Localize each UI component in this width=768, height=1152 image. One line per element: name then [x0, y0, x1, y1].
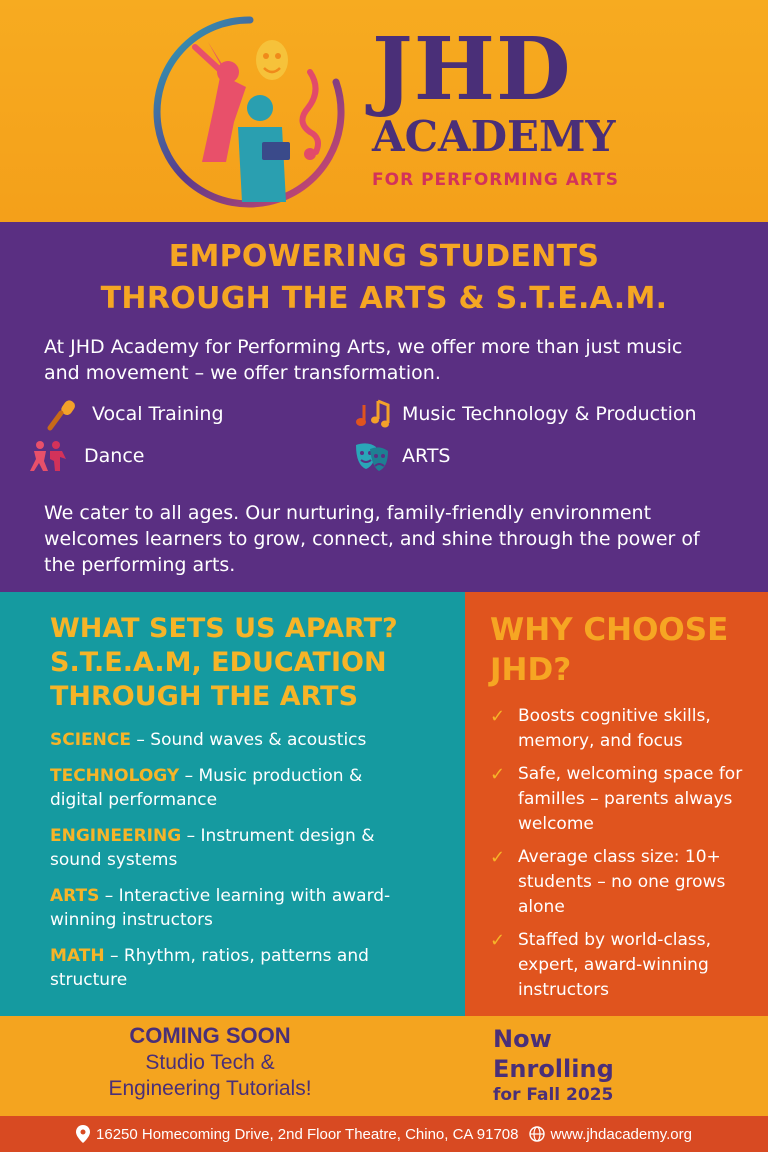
location-pin-icon	[76, 1125, 90, 1143]
steam-heading	[50, 612, 465, 714]
reason-text: Safe, welcoming space for famiIles – parents always welcome	[518, 764, 743, 834]
steam-heading-line-3: THROUGH THE ARTS	[50, 681, 359, 712]
brand-name: JHD	[372, 19, 572, 120]
why-heading-line-2: JHD?	[490, 652, 572, 688]
steam-list	[50, 728, 465, 992]
steam-key: TECHNOLOGY	[50, 766, 180, 786]
reason-item	[490, 762, 768, 837]
steam-key: MATH	[50, 946, 105, 966]
reason-text: Boosts cognitive skills, memory, and focus	[518, 706, 711, 751]
closing-text: We cater to all ages. Our nurturing, family-friendly environment welcomes learners to grow, connect, and shine through the power of the performing arts.	[44, 502, 700, 576]
why-heading	[490, 610, 768, 690]
program-label: Music Technology & Production	[402, 403, 697, 425]
headline-line-2: THROUGH THE ARTS & S.T.E.A.M.	[100, 281, 668, 316]
headline-line-1: EMPOWERING STUDENTS	[168, 239, 600, 274]
coming-soon-line-2: Engineering Tutorials!	[108, 1077, 312, 1100]
reason-text: Staffed by world-class, expert, award-winning instructors	[518, 930, 712, 1000]
enrollment-block	[493, 1024, 614, 1106]
steam-section	[0, 592, 465, 1016]
program-dance	[28, 438, 144, 474]
check-icon: ✓	[490, 706, 506, 727]
steam-item-science	[50, 728, 410, 752]
brand-academy: ACADEMY	[372, 112, 616, 161]
reason-item	[490, 704, 768, 754]
steam-item-technology	[50, 764, 410, 812]
theater-masks-icon	[352, 438, 392, 474]
performing-arts-logo	[150, 12, 350, 212]
steam-text: – Rhythm, ratios, patterns and structure	[50, 946, 369, 990]
intro-text: At JHD Academy for Performing Arts, we offer more than just music and movement – we offer transformation.	[44, 336, 683, 384]
dancers-icon	[28, 438, 68, 474]
reason-item	[490, 845, 768, 920]
steam-heading-line-1: WHAT SETS US APART?	[50, 613, 398, 644]
program-music-tech	[352, 396, 697, 432]
program-vocal	[42, 396, 224, 432]
steam-key: ARTS	[50, 886, 100, 906]
mission-headline	[0, 236, 768, 320]
program-label: ARTS	[402, 445, 451, 467]
steam-text: – Sound waves & acoustics	[130, 730, 367, 750]
music-notes-icon	[352, 396, 392, 432]
why-section	[465, 592, 768, 1016]
enroll-line-3: for Fall 2025	[493, 1085, 614, 1105]
reason-item	[490, 928, 768, 1003]
program-arts	[352, 438, 450, 474]
address-text: 16250 Homecoming Drive, 2nd Floor Theatre, Chino, CA 91708	[96, 1125, 519, 1143]
steam-text: – Instrument design & sound systems	[50, 826, 375, 870]
steam-key: ENGINEERING	[50, 826, 182, 846]
enroll-line-2: Enrolling	[493, 1055, 614, 1083]
mission-section	[0, 222, 768, 592]
steam-item-engineering	[50, 824, 410, 872]
header	[0, 0, 768, 222]
programs-list	[0, 396, 768, 492]
footer	[0, 1116, 768, 1152]
steam-heading-line-2: S.T.E.A.M, EDUCATION	[50, 647, 387, 678]
why-heading-line-1: WHY CHOOSE	[490, 612, 729, 648]
program-label: Dance	[84, 445, 145, 467]
steam-text: – Music production & digital performance	[50, 766, 363, 810]
coming-soon-title: COMING SOON	[129, 1023, 291, 1048]
globe-icon	[529, 1126, 545, 1142]
steam-key: SCIENCE	[50, 730, 131, 750]
check-icon: ✓	[490, 930, 506, 951]
check-icon: ✓	[490, 847, 506, 868]
website-link[interactable]: www.jhdacademy.org	[550, 1125, 692, 1143]
enroll-line-1: Now	[493, 1025, 552, 1053]
coming-soon-block	[60, 1022, 360, 1102]
steam-item-math	[50, 944, 410, 992]
reasons-list	[490, 704, 768, 1003]
brand	[372, 19, 752, 190]
reason-text: Average class size: 10+ students – no one grows alone	[518, 847, 726, 917]
coming-soon-line-1: Studio Tech &	[145, 1051, 275, 1074]
microphone-icon	[42, 396, 82, 432]
steam-item-arts	[50, 884, 410, 932]
brand-tagline: FOR PERFORMING ARTS	[372, 170, 620, 190]
program-label: Vocal Training	[92, 403, 224, 425]
announcement-band	[0, 1016, 768, 1116]
steam-text: – Interactive learning with award-winning instructors	[50, 886, 391, 930]
check-icon: ✓	[490, 764, 506, 785]
